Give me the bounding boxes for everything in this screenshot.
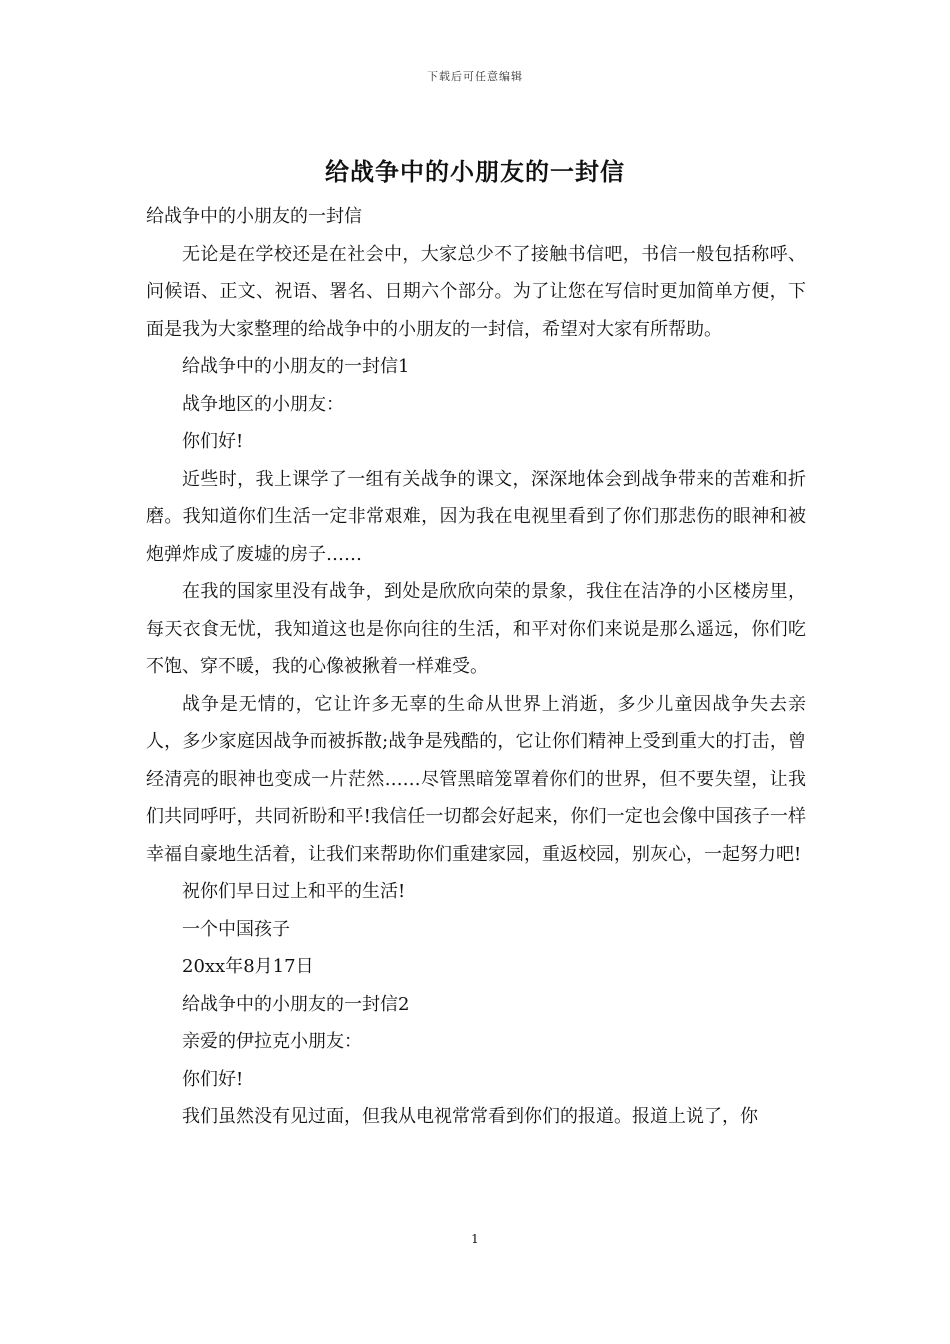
page-number: 1 bbox=[471, 1232, 479, 1246]
letter-1-date: 20xx年8月17日 bbox=[182, 956, 314, 977]
page-header-note: 下载后可任意编辑 bbox=[427, 70, 523, 83]
letter-2-salutation: 亲爱的伊拉克小朋友： bbox=[182, 1031, 362, 1052]
intro-paragraph: 无论是在学校还是在社会中，大家总少不了接触书信吧，书信一般包括称呼、问候语、正文、祝语、署名、日期六个部分。为了让您在写信时更加简单方便，下面是我为大家整理的给战争中的小朋友的一封信，希望对大家有所帮助。 bbox=[146, 243, 806, 340]
letter-2-greeting: 你们好! bbox=[182, 1068, 244, 1090]
document-body bbox=[146, 198, 806, 1136]
document-title: 给战争中的小朋友的一封信 bbox=[325, 157, 625, 186]
letter-1-closing: 祝你们早日过上和平的生活! bbox=[182, 881, 406, 902]
letter-2-paragraph: 我们虽然没有见过面，但我从电视常常看到你们的报道。报道上说了，你 bbox=[182, 1106, 758, 1127]
letter-2-heading: 给战争中的小朋友的一封信2 bbox=[182, 993, 410, 1015]
letter-1-salutation: 战争地区的小朋友： bbox=[182, 393, 344, 415]
letter-1-paragraph: 近些时，我上课学了一组有关战争的课文，深深地体会到战争带来的苦难和折磨。我知道你们生活一定非常艰难，因为我在电视里看到了你们那悲伤的眼神和被炮弹炸成了废墟的房子…… bbox=[146, 468, 806, 565]
letter-1-signature: 一个中国孩子 bbox=[182, 918, 290, 940]
letter-1-heading: 给战争中的小朋友的一封信1 bbox=[182, 356, 410, 377]
letter-1-greeting: 你们好! bbox=[182, 431, 244, 452]
letter-1-paragraph: 战争是无情的，它让许多无辜的生命从世界上消逝，多少儿童因战争失去亲人，多少家庭因战争而被拆散;战争是残酷的，它让你们精神上受到重大的打击，曾经清亮的眼神也变成一片茫然……尽管黑暗笼罩着你们的世界，但不要失望，让我们共同呼吁，共同祈盼和平!我信任一切都会好起来，你们一定也会像中国孩子一样幸福自豪地生活着，让我们来帮助你们重建家园，重返校园，别灰心，一起努力吧! bbox=[146, 693, 806, 865]
subtitle-line: 给战争中的小朋友的一封信 bbox=[146, 206, 362, 227]
letter-1-paragraph: 在我的国家里没有战争，到处是欣欣向荣的景象，我住在洁净的小区楼房里，每天衣食无忧，我知道这也是你向往的生活，和平对你们来说是那么遥远，你们吃不饱、穿不暖，我的心像被揪着一样难受。 bbox=[146, 581, 806, 677]
